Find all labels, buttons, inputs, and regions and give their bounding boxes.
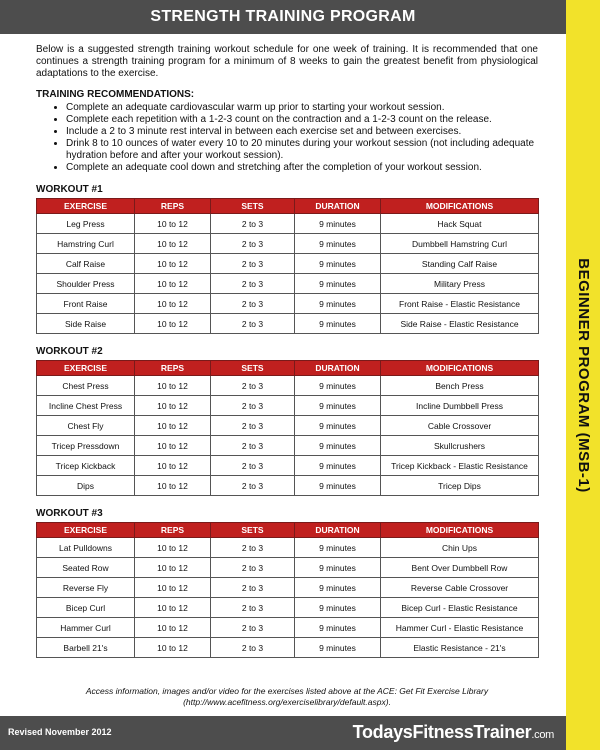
table-cell: Seated Row bbox=[37, 558, 135, 578]
table-cell: 9 minutes bbox=[295, 538, 381, 558]
table-cell: 9 minutes bbox=[295, 314, 381, 334]
table-cell: 9 minutes bbox=[295, 618, 381, 638]
table-cell: Tricep Pressdown bbox=[37, 436, 135, 456]
table-row bbox=[37, 436, 539, 456]
table-cell: 10 to 12 bbox=[135, 314, 211, 334]
table-cell: 10 to 12 bbox=[135, 538, 211, 558]
workout-table bbox=[36, 360, 539, 496]
table-cell: Bicep Curl bbox=[37, 598, 135, 618]
program-label: BEGINNER PROGRAM (MSB-1) bbox=[574, 257, 592, 493]
recommendation-item: • Complete an adequate cool down and stretching after the completion of your workout session. bbox=[66, 162, 538, 174]
table-cell: Hammer Curl bbox=[37, 618, 135, 638]
column-header: MODIFICATIONS bbox=[381, 361, 539, 376]
table-cell: Shoulder Press bbox=[37, 274, 135, 294]
table-cell: 10 to 12 bbox=[135, 476, 211, 496]
table-cell: 9 minutes bbox=[295, 254, 381, 274]
table-cell: 2 to 3 bbox=[211, 476, 295, 496]
table-cell: 10 to 12 bbox=[135, 456, 211, 476]
table-cell: Chest Press bbox=[37, 376, 135, 396]
table-header-row bbox=[37, 361, 539, 376]
table-cell: 2 to 3 bbox=[211, 436, 295, 456]
table-cell: 2 to 3 bbox=[211, 294, 295, 314]
access-note bbox=[36, 686, 538, 708]
table-cell: Bench Press bbox=[381, 376, 539, 396]
column-header: MODIFICATIONS bbox=[381, 523, 539, 538]
column-header: EXERCISE bbox=[37, 199, 135, 214]
column-header: REPS bbox=[135, 523, 211, 538]
table-cell: 9 minutes bbox=[295, 396, 381, 416]
column-header: DURATION bbox=[295, 199, 381, 214]
recommendation-item: • Include a 2 to 3 minute rest interval in between each exercise set and between exercises. bbox=[66, 126, 538, 138]
table-cell: Dips bbox=[37, 476, 135, 496]
revised-date: Revised November 2012 bbox=[8, 727, 112, 737]
table-cell: 2 to 3 bbox=[211, 234, 295, 254]
table-cell: 10 to 12 bbox=[135, 638, 211, 658]
table-row bbox=[37, 416, 539, 436]
table-cell: 9 minutes bbox=[295, 214, 381, 234]
table-cell: 9 minutes bbox=[295, 274, 381, 294]
table-cell: Side Raise bbox=[37, 314, 135, 334]
column-header: DURATION bbox=[295, 523, 381, 538]
table-cell: 9 minutes bbox=[295, 476, 381, 496]
column-header: MODIFICATIONS bbox=[381, 199, 539, 214]
access-note-line: Access information, images and/or video for the exercises listed above at the ACE: Get Fit Exercise Library bbox=[85, 686, 489, 696]
table-cell: 10 to 12 bbox=[135, 578, 211, 598]
table-cell: 9 minutes bbox=[295, 436, 381, 456]
table-cell: 2 to 3 bbox=[211, 254, 295, 274]
workouts bbox=[36, 184, 538, 658]
table-row bbox=[37, 314, 539, 334]
access-note-url: (http://www.acefitness.org/exerciselibrary/default.aspx). bbox=[183, 697, 391, 707]
table-cell: 10 to 12 bbox=[135, 598, 211, 618]
table-cell: Barbell 21's bbox=[37, 638, 135, 658]
workout-title: WORKOUT #3 bbox=[36, 508, 103, 519]
recommendations-list bbox=[36, 102, 538, 174]
table-cell: 10 to 12 bbox=[135, 436, 211, 456]
column-header: SETS bbox=[211, 361, 295, 376]
table-cell: 2 to 3 bbox=[211, 538, 295, 558]
table-row bbox=[37, 234, 539, 254]
column-header: SETS bbox=[211, 523, 295, 538]
table-row bbox=[37, 254, 539, 274]
table-cell: Incline Chest Press bbox=[37, 396, 135, 416]
column-header: EXERCISE bbox=[37, 523, 135, 538]
table-cell: 2 to 3 bbox=[211, 558, 295, 578]
recommendations-title: TRAINING RECOMMENDATIONS: bbox=[36, 89, 195, 100]
table-row bbox=[37, 476, 539, 496]
table-cell: 9 minutes bbox=[295, 456, 381, 476]
recommendation-item: • Complete an adequate cardiovascular warm up prior to starting your workout session. bbox=[66, 102, 538, 114]
table-cell: Leg Press bbox=[37, 214, 135, 234]
table-cell: 10 to 12 bbox=[135, 396, 211, 416]
table-row bbox=[37, 456, 539, 476]
table-cell: Tricep Dips bbox=[381, 476, 539, 496]
table-cell: Chin Ups bbox=[381, 538, 539, 558]
table-cell: 10 to 12 bbox=[135, 618, 211, 638]
brand-logo bbox=[353, 722, 554, 743]
table-cell: 9 minutes bbox=[295, 416, 381, 436]
workout-table bbox=[36, 522, 539, 658]
table-cell: Tricep Kickback - Elastic Resistance bbox=[381, 456, 539, 476]
table-cell: Side Raise - Elastic Resistance bbox=[381, 314, 539, 334]
table-cell: 10 to 12 bbox=[135, 234, 211, 254]
table-cell: 2 to 3 bbox=[211, 214, 295, 234]
table-cell: 2 to 3 bbox=[211, 638, 295, 658]
recommendation-item: • Complete each repetition with a 1-2-3 count on the contraction and a 1-2-3 count on the release. bbox=[66, 114, 538, 126]
intro-paragraph: Below is a suggested strength training workout schedule for one week of training. It is recommended that one continues a strength training program for a minimum of 8 weeks to gain the greatest benefit from physiological adaptations to the exercise. bbox=[36, 44, 538, 79]
table-row bbox=[37, 618, 539, 638]
table-cell: 9 minutes bbox=[295, 234, 381, 254]
table-cell: 2 to 3 bbox=[211, 456, 295, 476]
column-header: DURATION bbox=[295, 361, 381, 376]
table-cell: Reverse Cable Crossover bbox=[381, 578, 539, 598]
table-row bbox=[37, 598, 539, 618]
footer bbox=[0, 716, 566, 750]
workout-title: WORKOUT #1 bbox=[36, 184, 103, 195]
workout-title: WORKOUT #2 bbox=[36, 346, 103, 357]
brand-suffix: .com bbox=[531, 729, 554, 741]
table-cell: 2 to 3 bbox=[211, 618, 295, 638]
sidebar-band bbox=[566, 0, 600, 750]
page-title: STRENGTH TRAINING PROGRAM bbox=[0, 0, 566, 34]
table-cell: 10 to 12 bbox=[135, 254, 211, 274]
table-cell: Calf Raise bbox=[37, 254, 135, 274]
table-cell: 2 to 3 bbox=[211, 578, 295, 598]
table-cell: Cable Crossover bbox=[381, 416, 539, 436]
table-cell: Bicep Curl - Elastic Resistance bbox=[381, 598, 539, 618]
table-cell: 10 to 12 bbox=[135, 294, 211, 314]
table-cell: Lat Pulldowns bbox=[37, 538, 135, 558]
table-cell: 10 to 12 bbox=[135, 274, 211, 294]
table-cell: Chest Fly bbox=[37, 416, 135, 436]
table-cell: 2 to 3 bbox=[211, 416, 295, 436]
table-cell: 10 to 12 bbox=[135, 214, 211, 234]
table-cell: 9 minutes bbox=[295, 598, 381, 618]
recommendation-item: • Drink 8 to 10 ounces of water every 10 to 20 minutes during your workout session (not including adequate hydration before and after your workout session). bbox=[66, 138, 538, 162]
table-row bbox=[37, 396, 539, 416]
table-cell: 10 to 12 bbox=[135, 416, 211, 436]
content bbox=[36, 44, 538, 670]
table-cell: 9 minutes bbox=[295, 294, 381, 314]
table-cell: 2 to 3 bbox=[211, 396, 295, 416]
table-row bbox=[37, 578, 539, 598]
table-cell: Standing Calf Raise bbox=[381, 254, 539, 274]
table-row bbox=[37, 558, 539, 578]
table-cell: 9 minutes bbox=[295, 376, 381, 396]
table-cell: 9 minutes bbox=[295, 558, 381, 578]
table-cell: Elastic Resistance - 21's bbox=[381, 638, 539, 658]
table-row bbox=[37, 274, 539, 294]
table-cell: Dumbbell Hamstring Curl bbox=[381, 234, 539, 254]
table-cell: 10 to 12 bbox=[135, 558, 211, 578]
table-cell: 2 to 3 bbox=[211, 314, 295, 334]
table-cell: Hammer Curl - Elastic Resistance bbox=[381, 618, 539, 638]
table-row bbox=[37, 538, 539, 558]
table-header-row bbox=[37, 523, 539, 538]
table-cell: 9 minutes bbox=[295, 638, 381, 658]
table-cell: 2 to 3 bbox=[211, 598, 295, 618]
table-row bbox=[37, 214, 539, 234]
table-cell: 9 minutes bbox=[295, 578, 381, 598]
table-row bbox=[37, 376, 539, 396]
table-cell: Hack Squat bbox=[381, 214, 539, 234]
table-cell: Front Raise bbox=[37, 294, 135, 314]
column-header: REPS bbox=[135, 361, 211, 376]
brand-name: TodaysFitnessTrainer bbox=[352, 722, 532, 742]
table-header-row bbox=[37, 199, 539, 214]
table-cell: Tricep Kickback bbox=[37, 456, 135, 476]
table-cell: 2 to 3 bbox=[211, 376, 295, 396]
table-cell: Reverse Fly bbox=[37, 578, 135, 598]
table-cell: Skullcrushers bbox=[381, 436, 539, 456]
column-header: EXERCISE bbox=[37, 361, 135, 376]
table-row bbox=[37, 294, 539, 314]
table-cell: Military Press bbox=[381, 274, 539, 294]
table-cell: Front Raise - Elastic Resistance bbox=[381, 294, 539, 314]
table-cell: 10 to 12 bbox=[135, 376, 211, 396]
table-row bbox=[37, 638, 539, 658]
workout-table bbox=[36, 198, 539, 334]
column-header: SETS bbox=[211, 199, 295, 214]
table-cell: 2 to 3 bbox=[211, 274, 295, 294]
table-cell: Hamstring Curl bbox=[37, 234, 135, 254]
table-cell: Incline Dumbbell Press bbox=[381, 396, 539, 416]
column-header: REPS bbox=[135, 199, 211, 214]
table-cell: Bent Over Dumbbell Row bbox=[381, 558, 539, 578]
